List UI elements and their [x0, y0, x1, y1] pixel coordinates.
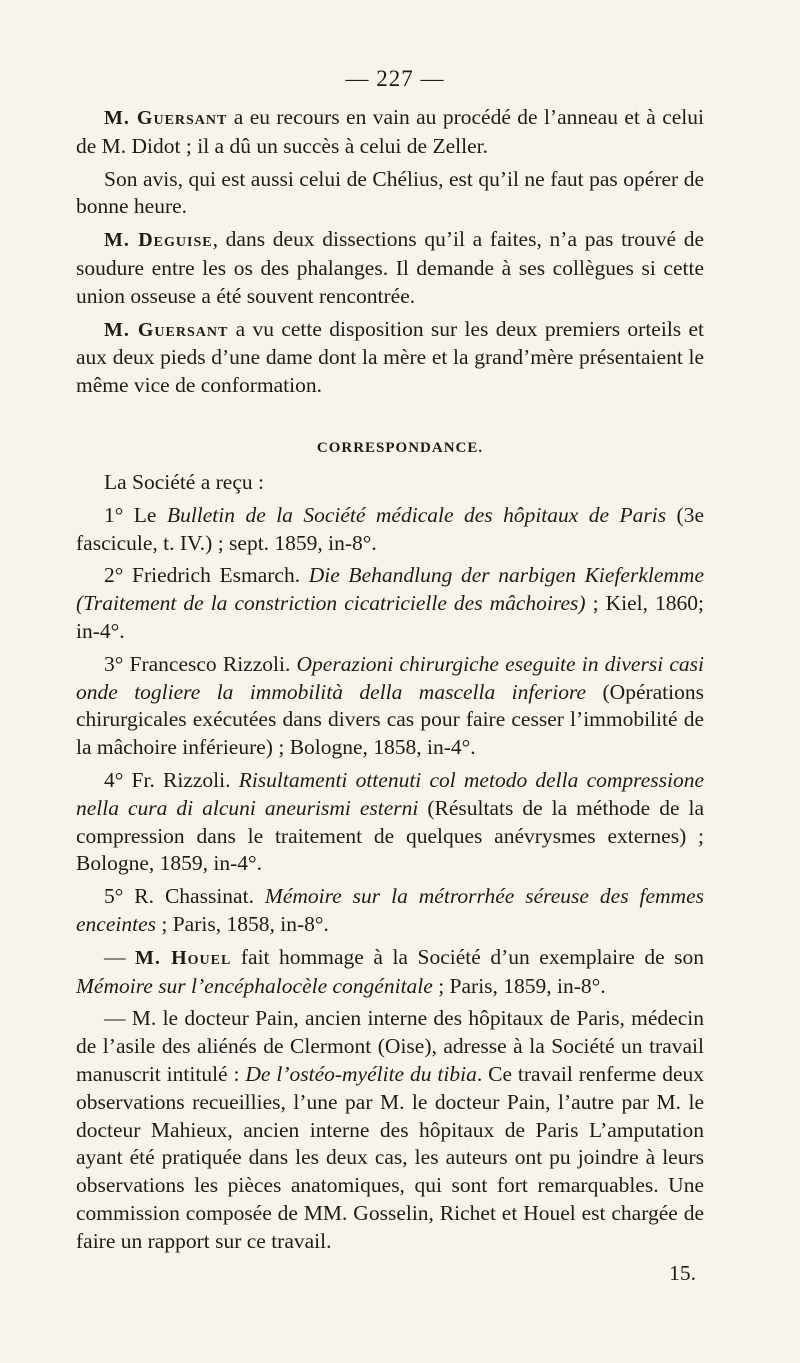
item-details: ; Kiel, 1860; in-4°.	[76, 591, 704, 643]
item-author: 5° R. Chassinat.	[104, 884, 265, 909]
paragraph-text: a eu recours en vain au procédé de l’anneau et à celui de M. Didot ; il a dû un succès à celui de Zeller.	[76, 105, 704, 158]
item-title: Mémoire sur l’encéphalocèle congénitale	[76, 973, 433, 998]
item-author: 4° Fr. Rizzoli.	[104, 767, 239, 792]
page-number: — 227 —	[345, 66, 445, 91]
paragraph-text: . Ce travail renferme deux observations recueillies, l’une par M. le docteur Pain, l’autre par M. le docteur Mahieux, ancien interne des hôpitaux de Paris L’amputation ayant été pratiquée dans les deux cas, les auteurs ont pu joindre à leurs observations les pièces anatomiques, qui sont fort remarquables. Une commission composée de MM. Gosselin, Richet et Houel est chargée de faire un rapport sur ce travail.	[76, 1061, 704, 1253]
paragraph-text: a vu cette disposition sur les deux premiers orteils et aux deux pieds d’une dame dont la mère et la grand’mère présentaient le même vice de conformation.	[76, 316, 704, 398]
paragraph-text: — M. le docteur Pain, ancien interne des hôpitaux de Paris, médecin de l’asile des aliénés de Clermont (Oise), adresse à la Société un travail manuscrit intitulé :	[76, 1006, 704, 1086]
paragraph-chelius: Son avis, qui est aussi celui de Chélius, est qu’il ne faut pas opérer de bonne heure.	[76, 166, 704, 219]
item-details: (Résultats de la méthode de la compression dans le traitement de quelques anévrysmes externes) ; Bologne, 1859, in-4°.	[76, 795, 704, 876]
item-title: Risultamenti ottenuti col metodo della compressione nella cura di alcuni aneurismi esterni	[76, 767, 705, 820]
speaker-name: M. Deguise	[104, 229, 213, 252]
correspondence-intro: La Société a reçu :	[104, 469, 264, 494]
paragraph-deguise	[76, 226, 704, 310]
signature-mark: 15.	[669, 1261, 696, 1286]
item-author: 3° Francesco Rizzoli.	[104, 651, 297, 676]
item-title: Operazioni chirurgiche eseguite in diversi casi onde togliere la immobilità della mascella inferiore	[76, 651, 704, 704]
item-details: (Opérations chirurgicales exécutées dans divers cas pour faire cesser l’immobilité de la mâchoire inférieure) ; Bologne, 1858, in-4°.	[76, 679, 704, 760]
item-title: Die Behandlung der narbigen Kieferklemme (Traitement de la constriction cicatricielle des mâchoires)	[76, 563, 704, 616]
item-details: ; Paris, 1859, in-8°.	[432, 973, 606, 998]
item-author: 2° Friedrich Esmarch.	[104, 563, 309, 588]
section-heading: CORRESPONDANCE.	[316, 439, 484, 456]
item-details: ; Paris, 1858, in-8°.	[156, 911, 329, 936]
paragraph-houel	[76, 944, 704, 1001]
speaker-name: M. Guersant	[104, 318, 229, 341]
paragraph-pain	[76, 1005, 704, 1255]
paragraph-text: , dans deux dissections qu’il a faites, n’a pas trouvé de soudure entre les os des phalanges. Il demande à ses collègues si cette union osseuse a été souvent rencontrée.	[76, 227, 704, 308]
paragraph-guersant-2	[76, 316, 704, 400]
item-number: 1° Le	[104, 502, 167, 527]
item-title: De l’ostéo-myélite du tibia	[245, 1061, 477, 1086]
paragraph-guersant-1	[76, 104, 704, 161]
dash: —	[104, 944, 136, 969]
correspondence-item-2	[76, 562, 704, 645]
paragraph-text: fait hommage à la Société d’un exemplaire de son	[231, 944, 705, 969]
item-title: Bulletin de la Société médicale des hôpitaux de Paris	[166, 502, 667, 527]
item-title: Mémoire sur la métrorrhée séreuse des femmes enceintes	[76, 884, 704, 936]
correspondence-item-5	[76, 883, 704, 939]
correspondence-item-3	[76, 651, 704, 762]
speaker-name: M. Houel	[135, 946, 232, 969]
item-details: (3e fascicule, t. IV.) ; sept. 1859, in-8°.	[76, 502, 705, 555]
correspondence-item-1	[76, 502, 704, 558]
speaker-name: M. Guersant	[104, 107, 228, 129]
correspondence-item-4	[76, 767, 704, 878]
